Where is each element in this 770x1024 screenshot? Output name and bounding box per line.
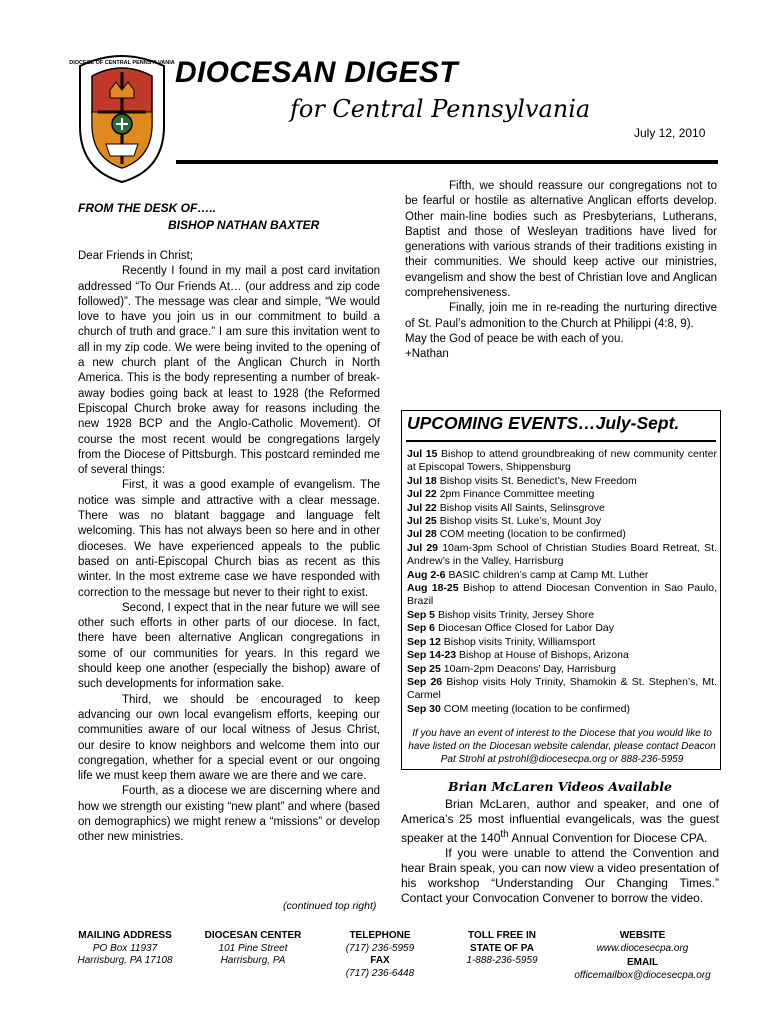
issue-date: July 12, 2010 xyxy=(634,126,706,140)
footer-center: DIOCESAN CENTER 101 Pine Street Harrisburg, PA xyxy=(204,930,302,966)
event-item xyxy=(407,622,717,635)
event-date: Sep 12 xyxy=(407,635,441,648)
event-text: Bishop visits Holy Trinity, Shamokin & St. Stephen’s, Mt. Carmel xyxy=(407,675,718,702)
event-text: 2pm Finance Committee meeting xyxy=(439,488,595,501)
letter-paragraph: Fifth, we should reassure our congregations not to be fearful or hostile as alternative Anglican efforts develop. Other main-line bodies such as Presbyterians, Lutherans, Baptist and those of Wesleyan traditions have lived for generations with various strands of their traditions existing in their communities. We should keep active our ministries, evangelism and show the best of Christian love and Anglican comprehensiveness. xyxy=(405,180,717,300)
event-item xyxy=(407,676,717,703)
event-text: Bishop visits Trinity, Williamsport xyxy=(443,635,596,648)
letter-paragraph: First, it was a good example of evangelism. The notice was simple and attractive with a clear message. There was no blatant baggage and language felt welcoming. This has not always been so here and in other dioceses. We have experienced appeals to the public based on anti-Episcopal Church bias as recent as this winter. In the most extreme case we have responded with correction to the message but never to their right to exist. xyxy=(78,479,380,599)
footer-phone: TELEPHONE (717) 236-5959 FAX (717) 236-6448 xyxy=(345,930,415,979)
events-title: UPCOMING EVENTS…July-Sept. xyxy=(407,413,680,433)
desk-heading-line1: FROM THE DESK OF….. xyxy=(78,201,216,215)
event-item xyxy=(407,609,717,622)
seal-text: DIOCESE OF CENTRAL PENNSYLVANIA xyxy=(69,60,175,66)
newsletter-subtitle: for Central Pennsylvania xyxy=(290,95,591,123)
event-text: BASIC children’s camp at Camp Mt. Luther xyxy=(448,568,649,581)
event-item xyxy=(407,569,717,582)
event-item xyxy=(407,502,717,515)
mclaren-article xyxy=(401,797,719,906)
letter-paragraph: Recently I found in my mail a post card invitation addressed “To Our Friends At… (our address and zip code followed)”. The message was clear and simple, “We would love to have you join us in our commitment to build a church of truth and grace.” I am sure this invitation went to all in my zip code. We were being invited to the opening of a new church plant of the Anglican Church in North America. This is the body representing a number of break-away bodies going back at least to 1928 (the Reformed Episcopal Church broke away for reasons including the new 1928 BCP and the Anglo-Catholic Movement). Of course the most recent would be congregations largely from the Diocese of Pittsburgh. This postcard reminded me of several things: xyxy=(78,265,380,477)
events-contact-note: If you have an event of interest to the Diocese that you would like to have listed on the Diocesan website calendar, please contact Deacon Pat Strohl at pstrohl@diocesecpa.org or 888-236-5959 xyxy=(408,728,716,765)
desk-heading xyxy=(78,200,380,234)
event-text: Bishop at House of Bishops, Arizona xyxy=(458,649,629,662)
event-date: Sep 5 xyxy=(407,608,436,621)
events-list xyxy=(407,448,717,716)
event-date: Jul 25 xyxy=(407,515,437,528)
newsletter-title: DIOCESAN DIGEST xyxy=(175,56,458,89)
event-item xyxy=(407,515,717,528)
website-link[interactable]: www.diocesecpa.org xyxy=(596,942,689,954)
mclaren-heading: Brian McLaren Videos Available xyxy=(448,779,672,794)
event-text: Bishop visits All Saints, Selinsgrove xyxy=(439,501,605,514)
email-link[interactable]: officemailbox@diocesecpa.org xyxy=(574,969,711,981)
event-text: Bishop visits Trinity, Jersey Shore xyxy=(437,608,595,621)
event-date: Jul 29 xyxy=(407,541,439,554)
event-item xyxy=(407,636,717,649)
event-item xyxy=(407,582,717,609)
event-date: Jul 28 xyxy=(407,528,437,541)
event-item xyxy=(407,542,717,569)
event-text: Diocesan Office Closed for Labor Day xyxy=(437,622,614,635)
letter-signature: +Nathan xyxy=(405,348,449,361)
mclaren-paragraph: Brian McLaren, author and speaker, and one of America’s 25 most influential evangelicals, was the guest speaker at the 140th Annual Convention for Diocese CPA. xyxy=(401,797,719,845)
event-date: Jul 18 xyxy=(407,474,437,487)
letter-continued xyxy=(405,179,717,363)
mclaren-paragraph: If you were unable to attend the Convention and hear Brain speak, you can now view a video presentation of his workshop “Understanding Our Changing Times.” Contact your Convocation Convener to borrow the video. xyxy=(401,846,719,905)
diocese-seal-logo xyxy=(69,52,175,184)
letter-paragraph: Third, we should be encouraged to keep advancing our own local evangelism efforts, keeping our communities aware of our local witness of Jesus Christ, our desire to know neighbors and welcome them into our congregation, whether for a special event or our ongoing life we must keep them aware we are there and we care. xyxy=(78,693,380,783)
event-text: Bishop visits St. Luke’s, Mount Joy xyxy=(439,515,602,528)
footer-contacts xyxy=(70,930,730,1000)
continued-note: (continued top right) xyxy=(283,900,377,912)
letter-paragraph: Second, I expect that in the near future we will see other such efforts in other parts of our diocese. In fact, there have been alternative Anglican congregations in some of our communities for years. In this regard we should keep one another (especially the bishop) aware of such developments for information sake. xyxy=(78,601,380,691)
event-date: Sep 30 xyxy=(407,702,441,715)
event-text: Bishop to attend Diocesan Convention in Sao Paulo, Brazil xyxy=(407,582,718,608)
footer-mailing: MAILING ADDRESS PO Box 11937 Harrisburg, PA 17108 xyxy=(77,930,173,966)
footer-tollfree: TOLL FREE IN STATE OF PA 1-888-236-5959 xyxy=(466,930,538,966)
event-date: Aug 18-25 xyxy=(407,582,459,595)
event-text: 10am-2pm Deacons’ Day, Harrisburg xyxy=(443,662,616,675)
event-item xyxy=(407,448,717,475)
event-item xyxy=(407,663,717,676)
event-item xyxy=(407,703,717,716)
letter-paragraph: Finally, join me in re-reading the nurturing directive of St. Paul’s admonition to the Church at Philippi (4:8, 9). xyxy=(405,302,717,330)
event-item xyxy=(407,649,717,662)
upcoming-events-box xyxy=(401,410,721,770)
letter-paragraph: Dear Friends in Christ; xyxy=(78,250,194,262)
event-text: Bishop to attend groundbreaking of new community center at Episcopal Towers, Shippensburg xyxy=(407,448,717,474)
event-item xyxy=(407,528,717,541)
event-text: 10am-3pm School of Christian Studies Board Retreat, St. Andrew’s in the Valley, Harrisburg xyxy=(407,541,717,568)
event-text: Bishop visits St. Benedict’s, New Freedom xyxy=(439,474,637,487)
letter-closing: May the God of peace be with each of you. xyxy=(405,332,624,345)
event-date: Jul 22 xyxy=(407,488,437,501)
event-text: COM meeting (location to be confirmed) xyxy=(443,702,630,715)
event-item xyxy=(407,475,717,488)
event-date: Sep 25 xyxy=(407,662,441,675)
events-rule xyxy=(406,440,716,442)
event-date: Sep 14-23 xyxy=(407,649,457,662)
event-date: Jul 15 xyxy=(407,448,438,460)
masthead-rule xyxy=(176,160,718,164)
event-date: Jul 22 xyxy=(407,501,437,514)
desk-heading-line2: BISHOP NATHAN BAXTER xyxy=(168,218,320,232)
event-text: COM meeting (location to be confirmed) xyxy=(439,528,626,541)
bishop-letter xyxy=(78,249,380,846)
event-date: Sep 6 xyxy=(407,622,436,635)
footer-web: WEBSITE www.diocesecpa.org EMAIL officemailbox@diocesecpa.org xyxy=(555,930,730,982)
event-item xyxy=(407,488,717,501)
event-date: Aug 2-6 xyxy=(407,568,446,581)
letter-paragraph: Fourth, as a diocese we are discerning where and how we strength our existing “new plant” and where (based on demographics) we might renew a “missions” or develop other new ministries. xyxy=(78,785,380,844)
event-date: Sep 26 xyxy=(407,675,443,688)
